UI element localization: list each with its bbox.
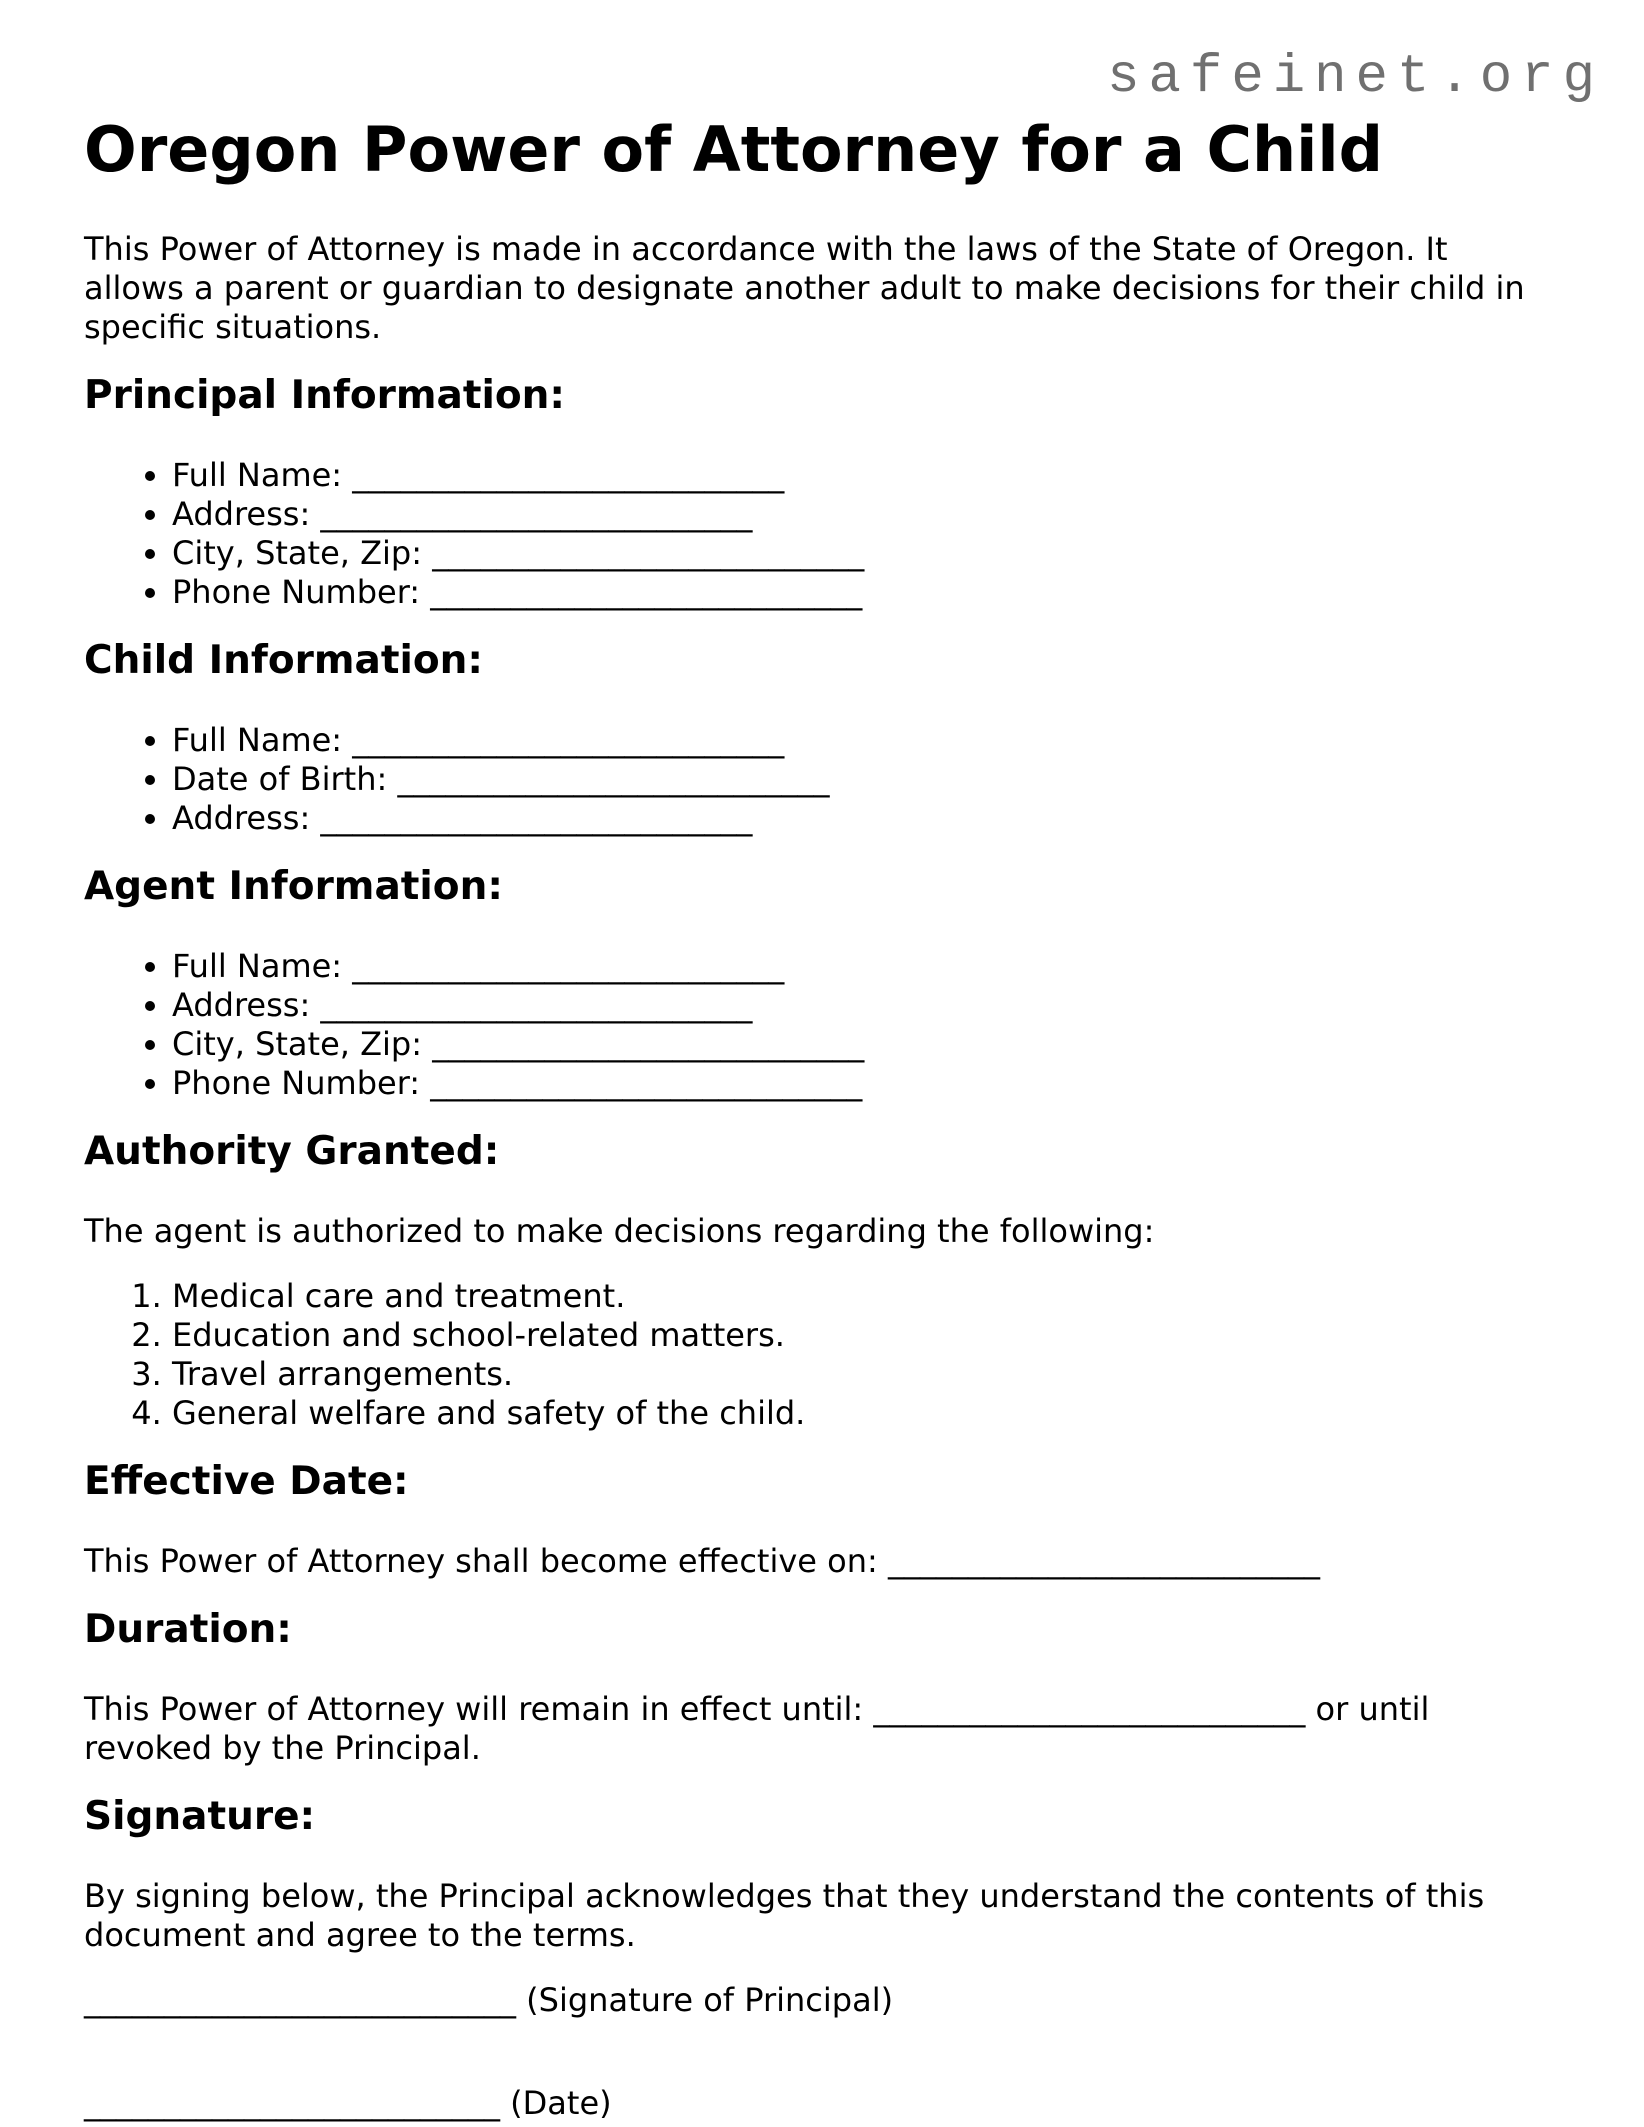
field-label: City, State, Zip: (172, 534, 423, 573)
date-label: (Date) (510, 2084, 612, 2123)
date-blank: __________________________ (84, 2084, 500, 2123)
intro-line: allows a parent or guardian to designate another adult to make decisions for their child in (84, 269, 1525, 308)
signature-blank: ___________________________ (84, 1981, 516, 2020)
fill-in-blank: ___________________________ (320, 986, 753, 1025)
power-text: General welfare and safety of the child. (172, 1394, 806, 1433)
fill-in-blank: ___________________________ (432, 1025, 865, 1064)
list-item (172, 760, 1588, 799)
agent-fields-list (84, 947, 1588, 1103)
duration-paragraph (84, 1690, 1588, 1768)
signature-label: (Signature of Principal) (526, 1981, 894, 2020)
fill-in-blank: ___________________________ (432, 534, 865, 573)
list-item (172, 1025, 1588, 1064)
section-heading-duration: Duration: (84, 1607, 292, 1653)
field-label: City, State, Zip: (172, 1025, 423, 1064)
power-text: Medical care and treatment. (172, 1277, 626, 1316)
watermark-safeinet: safeinet.org (1107, 47, 1604, 108)
section-heading-child: Child Information: (84, 638, 484, 684)
section-heading-principal: Principal Information: (84, 373, 566, 419)
page-title: Oregon Power of Attorney for a Child (84, 113, 1384, 187)
fill-in-blank: ___________________________ (430, 1064, 863, 1103)
intro-paragraph (84, 230, 1588, 347)
list-item (172, 495, 1588, 534)
list-item (172, 799, 1588, 838)
authority-powers-list (84, 1277, 1588, 1433)
effective-date-line (84, 1542, 1588, 1581)
fill-in-blank: ___________________________ (887, 1542, 1320, 1581)
child-fields-list (84, 721, 1588, 838)
effective-date-text: This Power of Attorney shall become effective on: (84, 1542, 878, 1581)
duration-text: This Power of Attorney will remain in effect until: (84, 1690, 864, 1729)
field-label: Date of Birth: (172, 760, 388, 799)
principal-signature-line (84, 1981, 1588, 2020)
power-text: Education and school-related matters. (172, 1316, 785, 1355)
list-item (172, 1316, 1588, 1355)
signature-text-line: By signing below, the Principal acknowledges that they understand the contents of this (84, 1877, 1485, 1916)
duration-suffix: or until (1315, 1690, 1430, 1729)
list-item (172, 986, 1588, 1025)
list-item (172, 573, 1588, 612)
field-label: Address: (172, 495, 311, 534)
fill-in-blank: ___________________________ (430, 573, 863, 612)
fill-in-blank: ___________________________ (320, 799, 753, 838)
list-item (172, 721, 1588, 760)
list-item (172, 1064, 1588, 1103)
authority-intro: The agent is authorized to make decisions regarding the following: (84, 1212, 1155, 1251)
list-item (172, 534, 1588, 573)
section-heading-agent: Agent Information: (84, 864, 503, 910)
date-line (84, 2084, 1588, 2123)
list-item (172, 1355, 1588, 1394)
section-heading-effective-date: Effective Date: (84, 1459, 409, 1505)
fill-in-blank: ___________________________ (352, 721, 785, 760)
intro-line: specific situations. (84, 308, 382, 347)
list-item (172, 1394, 1588, 1433)
signature-acknowledgment (84, 1877, 1588, 1955)
duration-line (84, 1690, 1588, 1729)
principal-fields-list (84, 456, 1588, 612)
field-label: Full Name: (172, 456, 343, 495)
field-label: Address: (172, 986, 311, 1025)
fill-in-blank: ___________________________ (397, 760, 830, 799)
fill-in-blank: ___________________________ (873, 1690, 1306, 1729)
fill-in-blank: ___________________________ (352, 456, 785, 495)
fill-in-blank: ___________________________ (352, 947, 785, 986)
field-label: Full Name: (172, 721, 343, 760)
duration-line: revoked by the Principal. (84, 1729, 481, 1768)
signature-text-line: document and agree to the terms. (84, 1916, 636, 1955)
list-item (172, 456, 1588, 495)
fill-in-blank: ___________________________ (320, 495, 753, 534)
list-item (172, 1277, 1588, 1316)
section-heading-authority: Authority Granted: (84, 1129, 500, 1175)
power-text: Travel arrangements. (172, 1355, 514, 1394)
field-label: Phone Number: (172, 1064, 421, 1103)
field-label: Phone Number: (172, 573, 421, 612)
list-item (172, 947, 1588, 986)
field-label: Full Name: (172, 947, 343, 986)
section-heading-signature: Signature: (84, 1794, 316, 1840)
intro-line: This Power of Attorney is made in accordance with the laws of the State of Oregon. It (84, 230, 1448, 269)
field-label: Address: (172, 799, 311, 838)
